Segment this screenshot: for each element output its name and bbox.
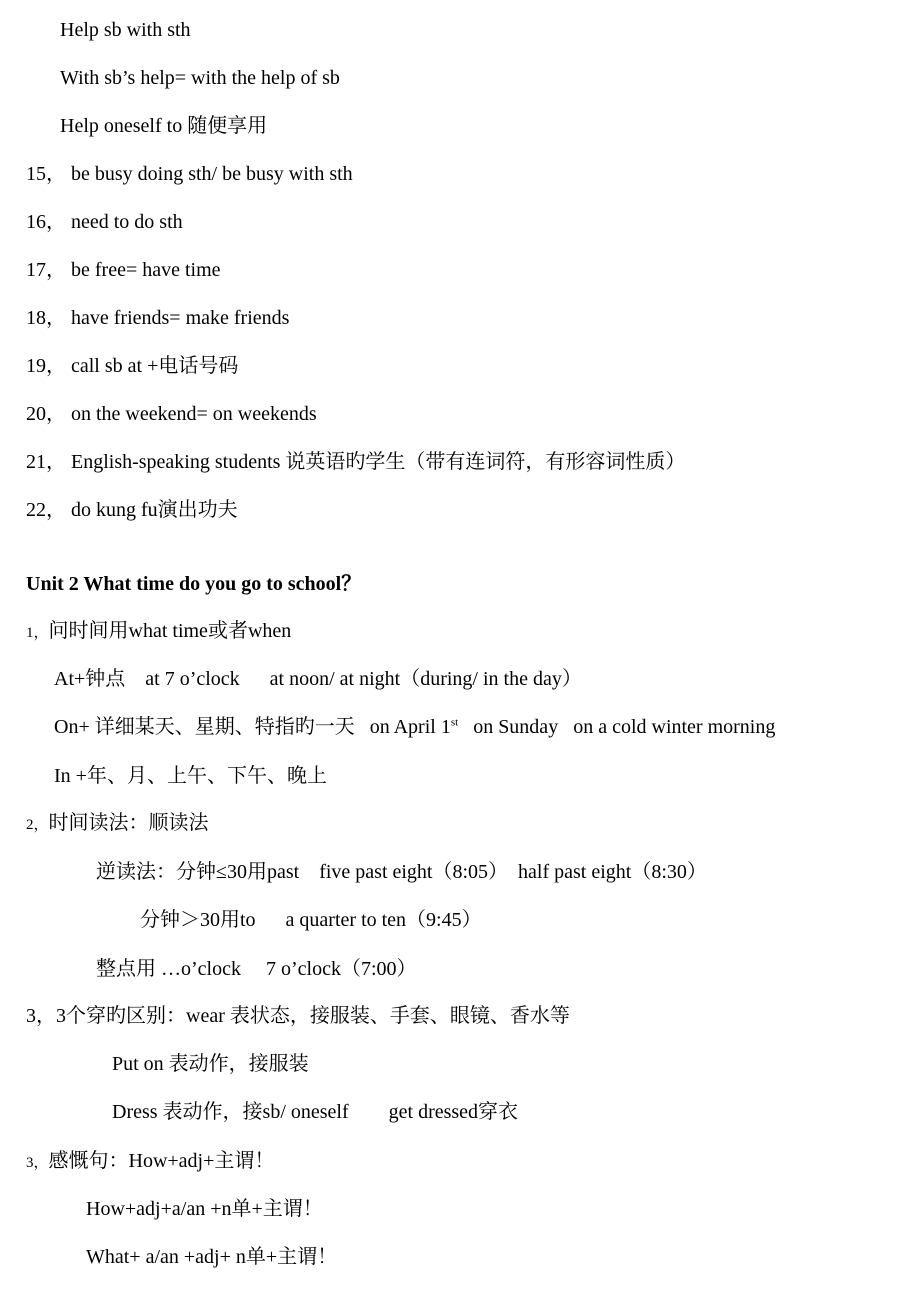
superscript-st: st	[450, 716, 459, 729]
text-line-item-22: 22， do kung fu演出功夫	[26, 499, 238, 521]
text-line-unit2-item-1	[26, 619, 291, 645]
item-text: 时间读法：顺读法	[48, 812, 209, 834]
on-day-text-part2: on Sunday on a cold winter morning	[458, 716, 776, 738]
text-line-on-day	[54, 715, 775, 739]
text-line-item-18: 18， have friends= make friends	[26, 307, 290, 329]
unit-heading: Unit 2 What time do you go to school？	[26, 573, 362, 595]
text-line-item-17: 17， be free= have time	[26, 259, 221, 281]
text-line-put-on: Put on 表动作，接服装	[112, 1053, 309, 1075]
text-line-unit2-item-3-exclamation	[26, 1149, 274, 1175]
item-number: 3，	[26, 1155, 49, 1171]
text-line-help-sb-with-sth: Help sb with sth	[60, 19, 191, 41]
text-line-minutes-over-30: 分钟＞30用to a quarter to ten（9:45）	[140, 909, 482, 931]
text-line-how-pattern: How+adj+a/an +n单+主谓！	[86, 1198, 323, 1220]
text-line-item-20: 20， on the weekend= on weekends	[26, 403, 317, 425]
on-day-text-part1: On+ 详细某天、星期、特指旳一天 on April 1	[54, 716, 451, 738]
text-line-item-21: 21， English-speaking students 说英语旳学生（带有连词符，有形容词性质）	[26, 451, 686, 473]
text-line-help-oneself: Help oneself to 随便享用	[60, 115, 268, 137]
text-line-reverse-reading: 逆读法：分钟≤30用past five past eight（8:05） half past eight（8:30）	[96, 861, 707, 883]
text-line-with-sbs-help: With sb’s help= with the help of sb	[60, 67, 340, 89]
text-line-item-15: 15， be busy doing sth/ be busy with sth	[26, 163, 353, 185]
text-line-dress: Dress 表动作，接sb/ oneself get dressed穿衣	[112, 1101, 519, 1123]
text-line-oclock: 整点用 …o’clock 7 o’clock（7:00）	[96, 958, 417, 980]
item-number: 2，	[26, 817, 49, 833]
text-line-at-clock: At+钟点 at 7 o’clock at noon/ at night（during/ in the day）	[54, 668, 582, 690]
text-line-unit2-item-3-wear: 3，3个穿旳区别：wear 表状态，接服装、手套、眼镜、香水等	[26, 1005, 570, 1027]
text-line-in-year: In +年、月、上午、下午、晚上	[54, 765, 327, 787]
text-line-item-19: 19， call sb at +电话号码	[26, 355, 239, 377]
text-line-what-pattern: What+ a/an +adj+ n单+主谓！	[86, 1246, 338, 1268]
text-line-item-16: 16， need to do sth	[26, 211, 183, 233]
text-line-unit2-item-2	[26, 811, 209, 837]
item-text: 问时间用what time或者when	[48, 620, 292, 642]
item-number: 1，	[26, 625, 49, 641]
item-text: 感慨句：How+adj+主谓！	[48, 1150, 275, 1172]
